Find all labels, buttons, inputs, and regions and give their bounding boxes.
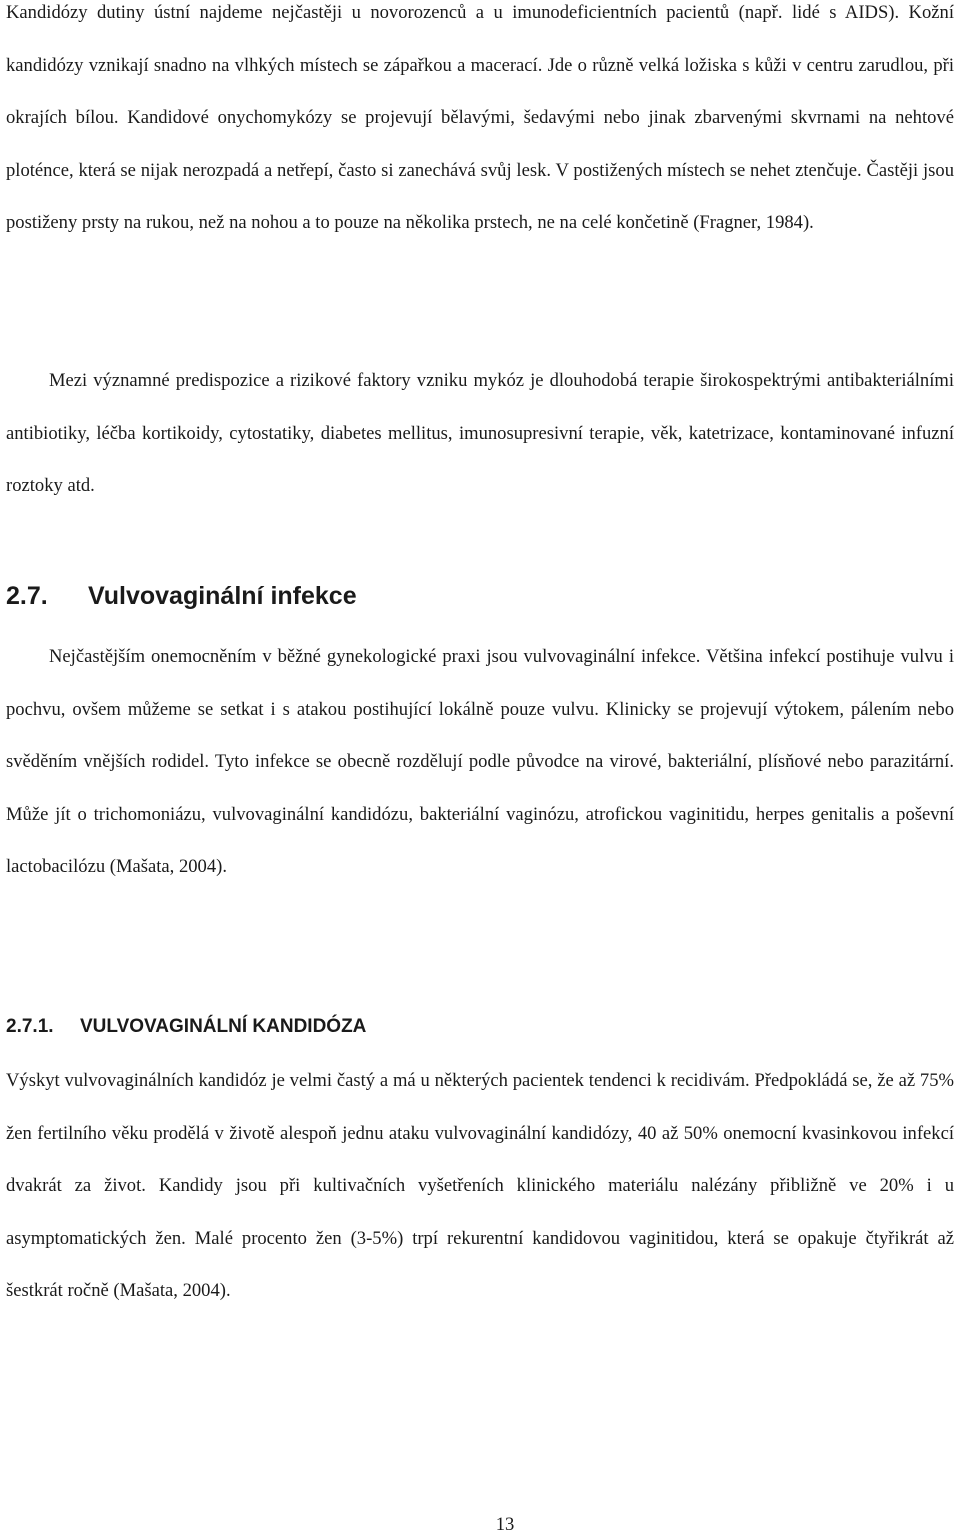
paragraph-candidiasis: Výskyt vulvovaginálních kandidóz je velmi častý a má u některých pacientek tendenci k recidivám. Předpokládá se, že až 75% žen fertilního věku prodělá v životě alespoň jednu ataku vulvovaginální kandidózy, 40 až 50% onemocní kvasinkovou infekcí dvakrát za život. Kandidy jsou při kultivačních vyšetřeních klinického materiálu nalézány přibližně ve 20% i u asymptomatických žen. Malé procento žen (3-5%) trpí rekurentní kandidovou vaginitidou, která se opakuje čtyřikrát až šestkrát ročně (Mašata, 2004). [6, 1070, 954, 1302]
section-number: 2.7. [6, 582, 48, 610]
paragraph-vulvovaginal: Nejčastějším onemocněním v běžné gynekologické praxi jsou vulvovaginální infekce. Většina infekcí postihuje vulvu i pochvu, ovšem můžeme se setkat i s atakou postihující lokálně pouze vulvu. Klinicky se projevují výtokem, pálením nebo svěděním vnějších rodidel. Tyto infekce se obecně rozdělují podle původce na virové, bakteriální, plísňové nebo parazitární. Může jít o trichomoniázu, vulvovaginální kandidózu, bakteriální vaginózu, atrofickou vaginitidu, herpes genitalis a poševní lactobacilózu (Mašata, 2004). [6, 646, 954, 878]
section-heading [6, 578, 357, 614]
paragraph-risk-factors: Mezi významné predispozice a rizikové faktory vzniku mykóz je dlouhodobá terapie širokospektrými antibakteriálními antibiotiky, léčba kortikoidy, cytostatiky, diabetes mellitus, imunosupresivní terapie, věk, katetrizace, kontaminované infuzní roztoky atd. [6, 370, 954, 497]
paragraph-intro: Kandidózy dutiny ústní najdeme nejčastěji u novorozenců a u imunodeficientních pacientů (např. lidé s AIDS). Kožní kandidózy vznikají snadno na vlhkých místech se zápařkou a macerací. Jde o různě velká ložiska s kůži v centru zarudlou, při okrajích bílou. Kandidové onychomykózy se projevují bělavými, šedavými nebo jinak zbarvenými skvrnami na nehtové ploténce, která se nijak nerozpadá a netřepí, často si zanechává svůj lesk. V postižených místech se nehet ztenčuje. Častěji jsou postiženy prsty na rukou, než na nohou a to pouze na několika prstech, ne na celé končetině (Fragner, 1984). [6, 2, 954, 234]
subsection-title: VULVOVAGINÁLNÍ KANDIDÓZA [80, 1016, 367, 1037]
subsection-number: 2.7.1. [6, 1016, 54, 1037]
section-title: Vulvovaginální infekce [88, 582, 357, 610]
subsection-heading [6, 1012, 366, 1042]
page-number: 13 [495, 1514, 515, 1535]
